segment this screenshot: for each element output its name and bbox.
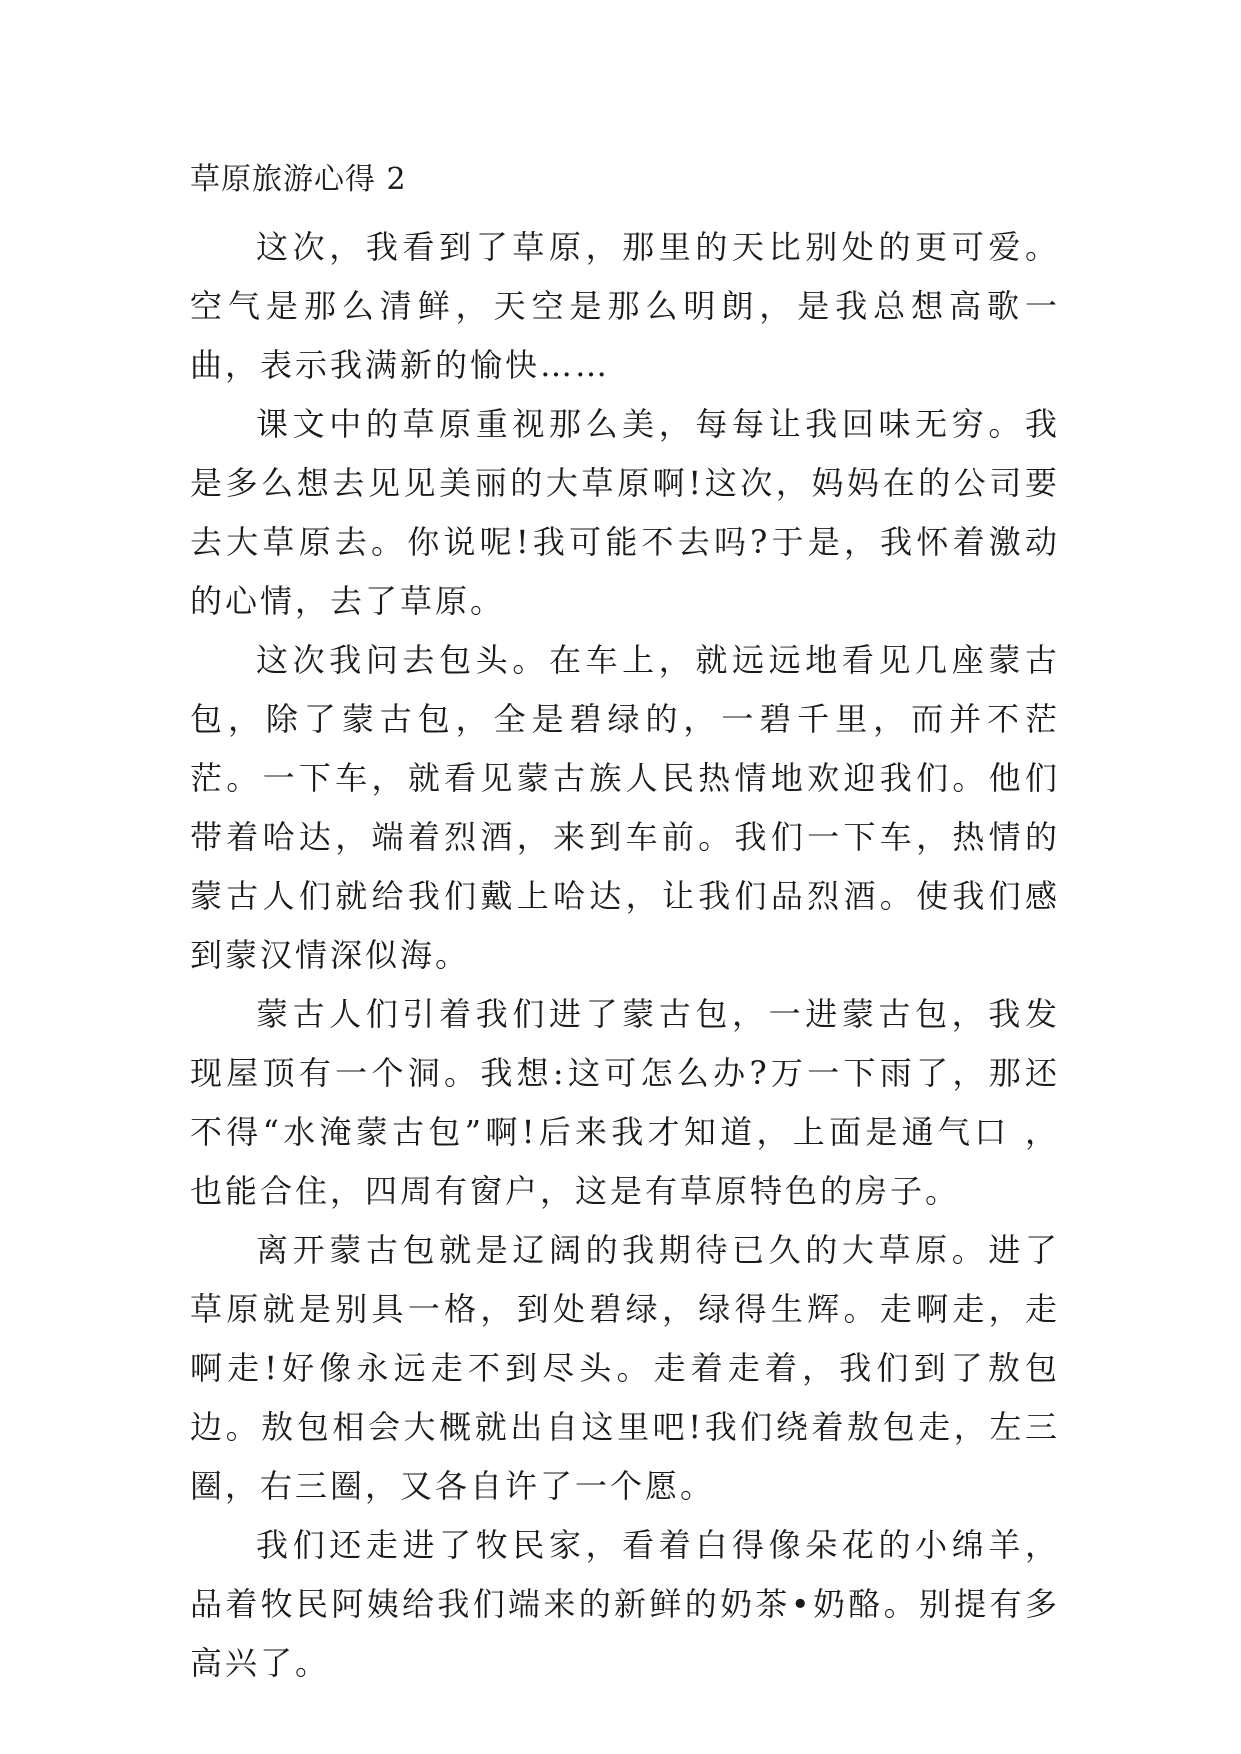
document-title: 草原旅游心得 2 (190, 162, 407, 197)
paragraph-1: 这次，我看到了草原，那里的天比别处的更可爱。空气是那么清鲜，天空是那么明朗，是我总想高歌一曲，表示我满新的愉快…… (190, 228, 1060, 384)
paragraph-2: 课文中的草原重视那么美，每每让我回味无穷。我是多么想去见见美丽的大草原啊!这次，妈妈在的公司要去大草原去。你说呢!我可能不去吗?于是，我怀着激动的心情，去了草原。 (190, 405, 1060, 620)
paragraph-4: 蒙古人们引着我们进了蒙古包，一进蒙古包，我发现屋顶有一个洞。我想:这可怎么办?万一下雨了，那还不得“水淹蒙古包”啊!后来我才知道，上面是通气口 ，也能合住，四周有窗户，这是有草原特色的房子。 (190, 995, 1060, 1210)
paragraph-3: 这次我问去包头。在车上，就远远地看见几座蒙古包，除了蒙古包，全是碧绿的，一碧千里，而并不茫茫。一下车，就看见蒙古族人民热情地欢迎我们。他们带着哈达，端着烈酒，来到车前。我们一下车，热情的蒙古人们就给我们戴上哈达，让我们品烈酒。使我们感到蒙汉情深似海。 (190, 641, 1060, 974)
paragraph-6: 我们还走进了牧民家，看着白得像朵花的小绵羊，品着牧民阿姨给我们端来的新鲜的奶茶•奶酪。别提有多高兴了。 (190, 1526, 1060, 1682)
document-body (190, 218, 1060, 1693)
paragraph-5: 离开蒙古包就是辽阔的我期待已久的大草原。进了草原就是别具一格，到处碧绿，绿得生辉。走啊走，走啊走!好像永远走不到尽头。走着走着，我们到了敖包边。敖包相会大概就出自这里吧!我们绕着敖包走，左三圈，右三圈，又各自许了一个愿。 (190, 1231, 1060, 1505)
